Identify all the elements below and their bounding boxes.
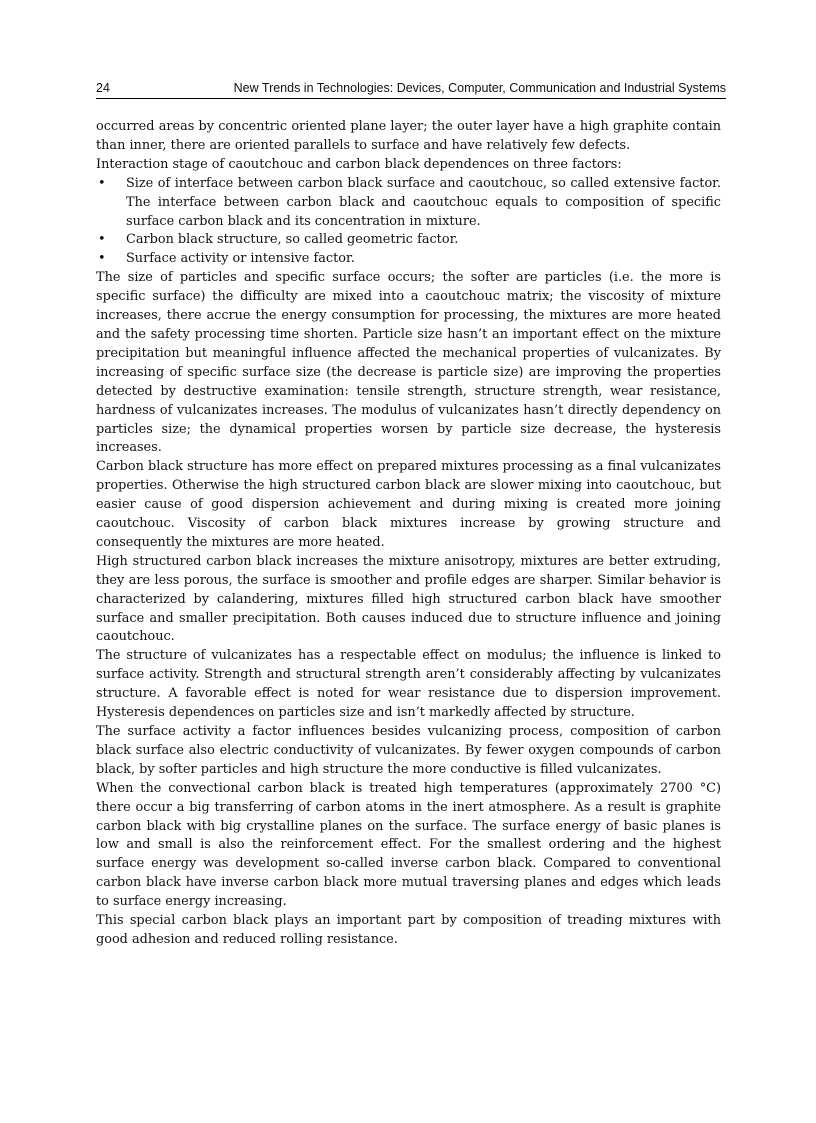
paragraph: The structure of vulcanizates has a respectable effect on modulus; the influence is linked to surface activity. Strength and structural strength aren’t considerably affecting by vulcanizates structure. A favorable effect is noted for wear resistance due to dispersion improvement. Hysteresis dependences on particles size and isn’t markedly affected by structure.: [96, 648, 721, 721]
paragraph: occurred areas by concentric oriented plane layer; the outer layer have a high graphite contain than inner, there are oriented parallels to surface and have relatively few defects.: [96, 119, 721, 153]
list-item: • Size of interface between carbon black surface and caoutchouc, so called extensive factor. The interface between carbon black and caoutchouc equals to composition of specific surface carbon black and its concentration in mixture.: [96, 175, 721, 232]
paragraph: High structured carbon black increases the mixture anisotropy, mixtures are better extruding, they are less porous, the surface is smoother and profile edges are sharper. Similar behavior is characterized by calandering, mixtures filled high structured carbon black have smoother surface and smaller precipitation. Both causes induced due to structure influence and joining caoutchouc.: [96, 553, 721, 645]
paragraph: When the convectional carbon black is treated high temperatures (approximately 2700 °C) there occur a big transferring of carbon atoms in the inert atmosphere. As a result is graphite carbon black with big crystalline planes on the surface. The surface energy of basic planes is low and small is also the reinforcement effect. For the smallest ordering and the highest surface energy was development so-called inverse carbon black. Compared to conventional carbon black have inverse carbon black more mutual traversing planes and edges which leads to surface energy increasing.: [96, 780, 721, 910]
running-title: New Trends in Technologies: Devices, Computer, Communication and Industrial Systems: [233, 81, 726, 95]
page-number: 24: [96, 81, 110, 95]
running-header: [96, 80, 726, 99]
factor-list: [96, 175, 721, 270]
list-item: • Surface activity or intensive factor.: [96, 250, 721, 269]
paragraph: This special carbon black plays an important part by composition of treading mixtures with good adhesion and reduced rolling resistance.: [96, 913, 721, 947]
list-item: • Carbon black structure, so called geometric factor.: [96, 231, 721, 250]
paragraph: The surface activity a factor influences besides vulcanizing process, composition of carbon black surface also electric conductivity of vulcanizates. By fewer oxygen compounds of carbon black, by softer particles and high structure the more conductive is filled vulcanizates.: [96, 724, 721, 777]
paragraph: Carbon black structure has more effect on prepared mixtures processing as a final vulcanizates properties. Otherwise the high structured carbon black are slower mixing into caoutchouc, but easier cause of good dispersion achievement and during mixing is created more joining caoutchouc. Viscosity of carbon black mixtures increase by growing structure and consequently the mixtures are more heated.: [96, 459, 721, 550]
paragraph: Interaction stage of caoutchouc and carbon black dependences on three factors:: [96, 156, 622, 172]
body-text: [96, 118, 721, 950]
paragraph: The size of particles and specific surface occurs; the softer are particles (i.e. the more is specific surface) the difficulty are mixed into a caoutchouc matrix; the viscosity of mixture increases, there accrue the energy consumption for processing, the mixtures are more heated and the safety processing time shorten. Particle size hasn’t an important effect on the mixture precipitation but meaningful influence affected the mechanical properties of vulcanizates. By increasing of specific surface size (the decrease is particle size) are improving the properties detected by destructive examination: tensile strength, structure strength, wear resistance, hardness of vulcanizates increases. The modulus of vulcanizates hasn’t directly dependency on particles size; the dynamical properties worsen by particle size decrease, the hysteresis increases.: [96, 270, 721, 456]
